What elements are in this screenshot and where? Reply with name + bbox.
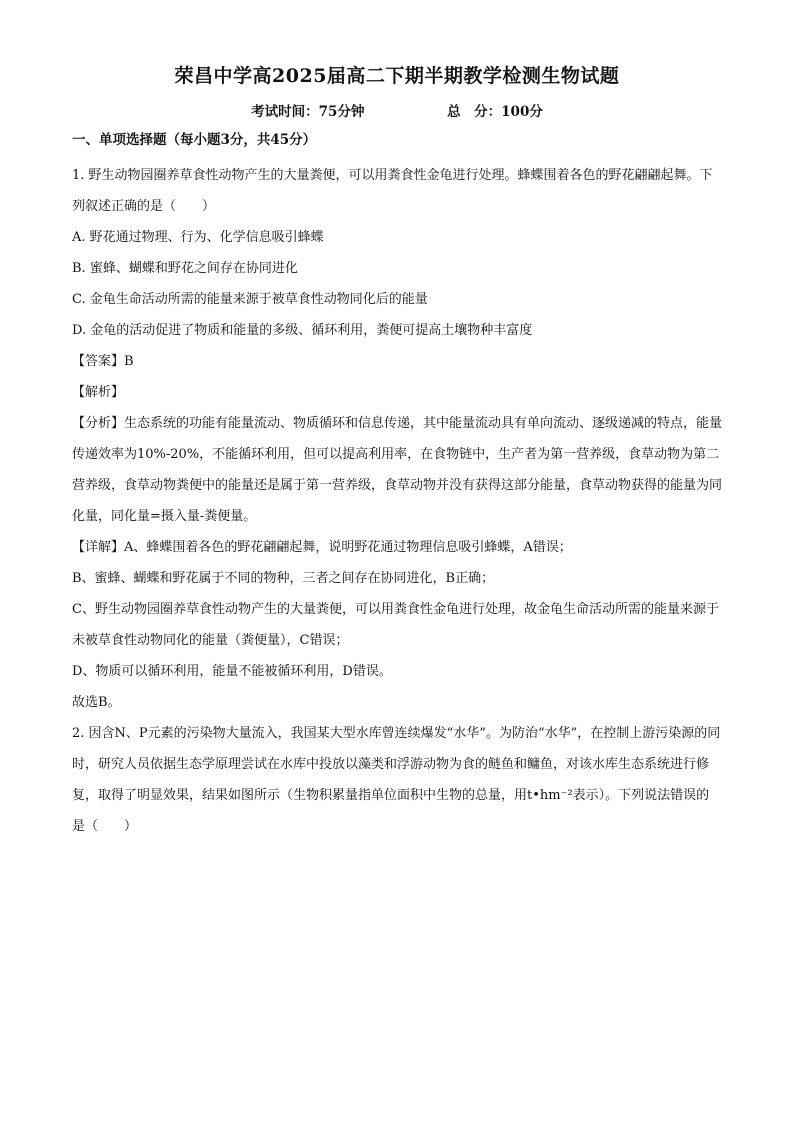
question-2-stem: 2. 因含N、P元素的污染物大量流入，我国某大型水库曾连续爆发“水华”。为防治“水华”，在控制上游污染源的同时，研究人员依据生态学原理尝试在水库中投放以藻类和浮游动物为食的鲢鱼和鳙鱼，对该水库生态系统进行修复，取得了明显效果，结果如图所示（生物积累量指单位面积中生物的总量，用t•hm⁻²表示）。下列说法错误的是（ ） (72, 726, 721, 834)
page-title: 荣昌中学高2025届高二下期半期教学检测生物试题 (174, 65, 620, 87)
question-1-option-d: D. 金龟的活动促进了物质和能量的多级、循环利用，粪便可提高土壤物种丰富度 (72, 323, 533, 338)
question-1-answer: 【答案】B (72, 354, 134, 369)
question-1-analysis-label: 【解析】 (72, 385, 125, 400)
exam-time: 考试时间：75分钟 (251, 104, 365, 120)
question-1-stem: 1. 野生动物园圈养草食性动物产生的大量粪便，可以用粪食性金龟进行处理。蜂蝶围着各色的野花翩翩起舞。下列叙述正确的是（ ） (72, 168, 713, 214)
question-1-option-c: C. 金龟生命活动所需的能量来源于被草食性动物同化后的能量 (72, 292, 428, 307)
question-1-detail-d: D、物质可以循环利用，能量不能被循环利用，D错误。 (72, 664, 392, 679)
document-page (72, 64, 722, 842)
exam-score: 总 分：100分 (447, 104, 543, 120)
question-1-detail-b: B、蜜蜂、蝴蝶和野花属于不同的物种，三者之间存在协同进化，B正确； (72, 571, 495, 586)
question-1-detail-a: 【详解】A、蜂蝶围着各色的野花翩翩起舞，说明野花通过物理信息吸引蜂蝶，A错误； (72, 540, 572, 555)
exam-meta (72, 102, 722, 122)
question-1-analysis: 【分析】生态系统的功能有能量流动、物质循环和信息传递，其中能量流动具有单向流动、逐级递减的特点，能量传递效率为10%-20%，不能循环利用，但可以提高利用率，在食物链中，生产者为第一营养级，食草动物为第二营养级，食草动物粪便中的能量还是属于第一营养级，食草动物并没有获得这部分能量，食草动物获得的能量为同化量，同化量=摄入量-粪便量。 (72, 416, 723, 524)
question-1-conclusion: 故选B。 (72, 695, 121, 710)
question-1-detail-c: C、野生动物园圈养草食性动物产生的大量粪便，可以用粪食性金龟进行处理，故金龟生命活动所需的能量来源于未被草食性动物同化的能量（粪便量），C错误； (72, 602, 719, 648)
question-1-option-b: B. 蜜蜂、蝴蝶和野花之间存在协同进化 (72, 261, 298, 276)
section-heading: 一、单项选择题（每小题3分，共45分） (72, 132, 317, 148)
question-1-option-a: A. 野花通过物理、行为、化学信息吸引蜂蝶 (72, 230, 324, 245)
